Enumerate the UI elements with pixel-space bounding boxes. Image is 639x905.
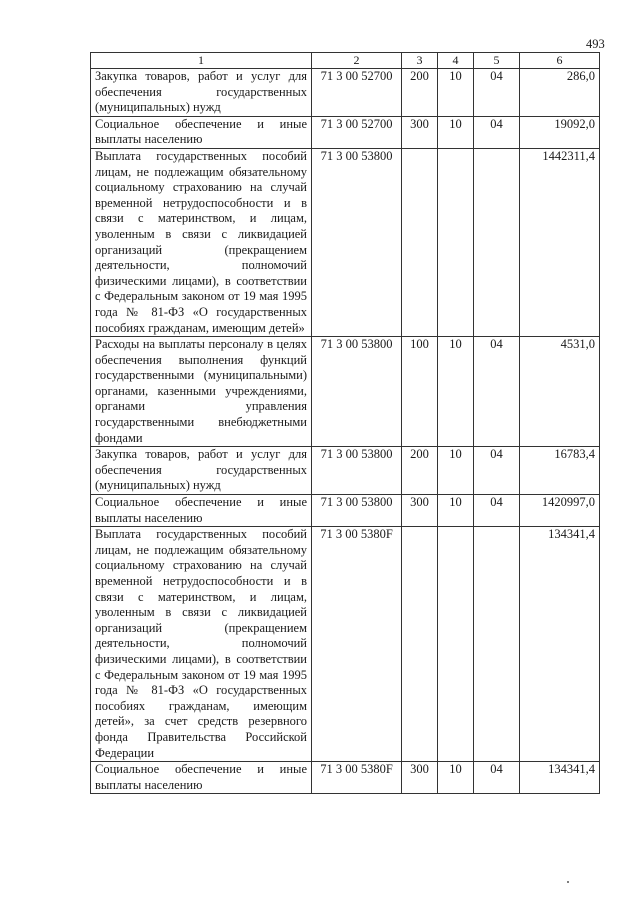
row-col5: 04 — [474, 495, 520, 527]
row-amount: 134341,4 — [520, 527, 600, 762]
column-header-3: 3 — [402, 53, 438, 69]
row-code: 71 3 00 5380F — [312, 762, 402, 794]
column-header-2: 2 — [312, 53, 402, 69]
row-code: 71 3 00 53800 — [312, 148, 402, 336]
row-amount: 19092,0 — [520, 116, 600, 148]
row-code: 71 3 00 52700 — [312, 116, 402, 148]
row-description: Социальное обеспечение и иные выплаты населению — [91, 116, 312, 148]
row-col3: 200 — [402, 69, 438, 117]
row-col4 — [438, 527, 474, 762]
row-col5 — [474, 527, 520, 762]
column-header-6: 6 — [520, 53, 600, 69]
row-col5: 04 — [474, 762, 520, 794]
page-number: 493 — [586, 37, 605, 51]
row-col3: 200 — [402, 447, 438, 495]
row-code: 71 3 00 53800 — [312, 447, 402, 495]
row-code: 71 3 00 52700 — [312, 69, 402, 117]
table-row — [91, 69, 600, 117]
row-col3: 300 — [402, 495, 438, 527]
row-description: Социальное обеспечение и иные выплаты населению — [91, 762, 312, 794]
row-col5: 04 — [474, 447, 520, 495]
row-description: Расходы на выплаты персоналу в целях обеспечения выполнения функций государственными (муниципальными) органами, казенными учреждениями, органами управления государственными внебюджетными фондами — [91, 337, 312, 447]
table-row — [91, 148, 600, 336]
row-col4: 10 — [438, 495, 474, 527]
row-description: Социальное обеспечение и иные выплаты населению — [91, 495, 312, 527]
table-row — [91, 337, 600, 447]
row-description: Закупка товаров, работ и услуг для обеспечения государственных (муниципальных) нужд — [91, 447, 312, 495]
row-col5: 04 — [474, 337, 520, 447]
table-row — [91, 495, 600, 527]
column-header-5: 5 — [474, 53, 520, 69]
row-description: Выплата государственных пособий лицам, не подлежащим обязательному социальному страхованию на случай временной нетрудоспособности и в связи с материнством, и лицам, уволенным в связи с ликвидацией организаций (прекращением деятельности, полномочий физическими лицами), в соответствии с Федеральным законом от 19 мая 1995 года № 81-ФЗ «О государственных пособиях гражданам, имеющим детей», за счет средств резервного фонда Правительства Российской Федерации — [91, 527, 312, 762]
table-row — [91, 762, 600, 794]
row-col4: 10 — [438, 762, 474, 794]
table-header-row — [91, 53, 600, 69]
row-amount: 286,0 — [520, 69, 600, 117]
table-row — [91, 447, 600, 495]
row-col4: 10 — [438, 69, 474, 117]
row-code: 71 3 00 53800 — [312, 337, 402, 447]
column-header-1: 1 — [91, 53, 312, 69]
row-amount: 1420997,0 — [520, 495, 600, 527]
row-col3 — [402, 527, 438, 762]
row-code: 71 3 00 53800 — [312, 495, 402, 527]
row-col3 — [402, 148, 438, 336]
row-amount: 16783,4 — [520, 447, 600, 495]
row-col4: 10 — [438, 447, 474, 495]
row-col4: 10 — [438, 337, 474, 447]
row-amount: 4531,0 — [520, 337, 600, 447]
row-description: Выплата государственных пособий лицам, не подлежащим обязательному социальному страхованию на случай временной нетрудоспособности и в связи с материнством, и лицам, уволенным в связи с ликвидацией организаций (прекращением деятельности, полномочий физическими лицами), в соответствии с Федеральным законом от 19 мая 1995 года № 81-ФЗ «О государственных пособиях гражданам, имеющим детей» — [91, 148, 312, 336]
budget-table — [90, 52, 600, 794]
row-amount: 1442311,4 — [520, 148, 600, 336]
row-col5 — [474, 148, 520, 336]
column-header-4: 4 — [438, 53, 474, 69]
row-description: Закупка товаров, работ и услуг для обеспечения государственных (муниципальных) нужд — [91, 69, 312, 117]
row-col4 — [438, 148, 474, 336]
row-col3: 100 — [402, 337, 438, 447]
scan-speck — [567, 881, 569, 883]
row-code: 71 3 00 5380F — [312, 527, 402, 762]
row-col5: 04 — [474, 69, 520, 117]
row-col4: 10 — [438, 116, 474, 148]
table-row — [91, 527, 600, 762]
table-row — [91, 116, 600, 148]
row-amount: 134341,4 — [520, 762, 600, 794]
row-col3: 300 — [402, 116, 438, 148]
row-col3: 300 — [402, 762, 438, 794]
row-col5: 04 — [474, 116, 520, 148]
